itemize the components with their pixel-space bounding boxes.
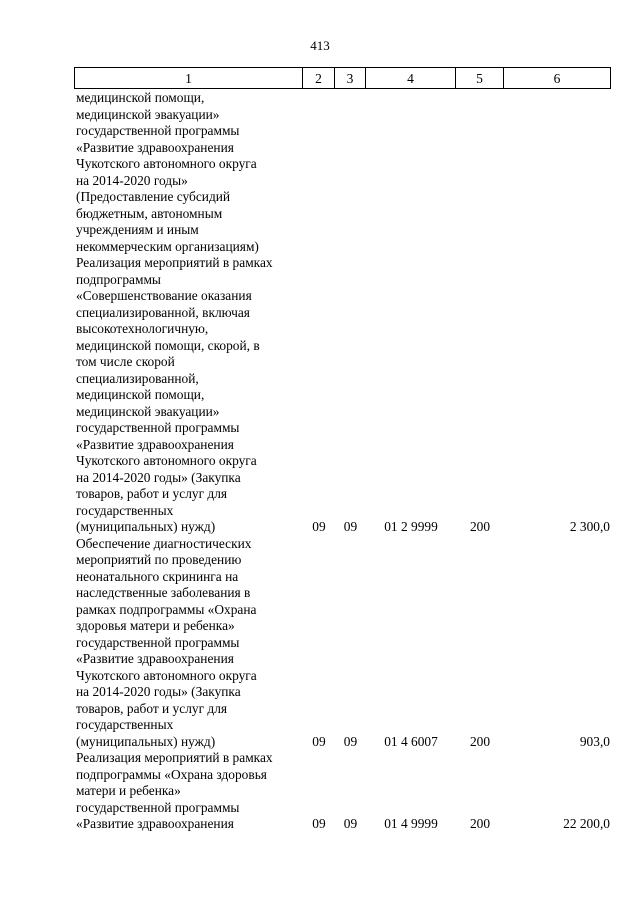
subsection-code: 09: [343, 816, 358, 831]
description-line: подпрограммы: [76, 271, 161, 287]
column-header-2: 2: [303, 68, 335, 89]
page-number: 413: [310, 38, 330, 53]
expense-type-code: 200: [469, 816, 491, 831]
description-line: государственной программы: [76, 420, 240, 435]
row-description: [74, 255, 303, 536]
table-body: [74, 90, 610, 833]
description-line: государственной программы: [76, 123, 240, 138]
description-line: мероприятий по проведению: [76, 552, 242, 567]
column-header-3: 3: [335, 68, 366, 89]
description-line: медицинской помощи,: [76, 90, 205, 105]
description-line: «Развитие здравоохранения: [76, 436, 234, 452]
row-description: [74, 750, 303, 833]
description-line: Чукотского автономного округа: [76, 453, 257, 468]
row-description: [74, 536, 303, 751]
column-header-5: 5: [456, 68, 504, 89]
description-line: государственной программы: [76, 799, 240, 815]
description-line: (муниципальных) нужд): [76, 519, 216, 534]
description-line: (муниципальных) нужд): [76, 733, 216, 749]
description-line: Обеспечение диагностических: [76, 535, 252, 551]
description-line: государственных: [76, 717, 174, 732]
table-row: [74, 90, 610, 255]
subsection-code: 09: [343, 733, 358, 749]
description-line: государственных: [76, 502, 174, 518]
amount: 2 300,0: [569, 519, 610, 534]
target-article-code: 01 4 6007: [384, 733, 438, 749]
expense-type-code: 200: [469, 519, 491, 534]
section-code: 09: [312, 816, 326, 831]
description-line: специализированной,: [76, 370, 199, 386]
description-line: Чукотского автономного округа: [76, 156, 257, 171]
description-line: неонатального скрининга на: [76, 568, 239, 584]
description-line: наследственные заболевания в: [76, 585, 251, 600]
description-line: высокотехнологичную,: [76, 321, 209, 336]
description-line: медицинской помощи,: [76, 387, 205, 402]
section-code: 09: [312, 519, 326, 534]
table-row: [74, 750, 610, 833]
subsection-code: 09: [343, 519, 358, 534]
description-line: на 2014-2020 годы» (Закупка: [76, 684, 241, 699]
column-header-1: 1: [75, 68, 303, 89]
column-header-4: 4: [366, 68, 456, 89]
description-line: товаров, работ и услуг для: [76, 486, 228, 501]
description-line: Чукотского автономного округа: [76, 667, 257, 683]
description-line: рамках подпрограммы «Охрана: [76, 601, 257, 617]
description-line: «Развитие здравоохранения: [76, 139, 234, 155]
description-line: на 2014-2020 годы»: [76, 172, 188, 188]
description-line: подпрограммы «Охрана здоровья: [76, 766, 267, 782]
target-article-code: 01 2 9999: [384, 519, 438, 534]
description-line: Реализация мероприятий в рамках: [76, 255, 273, 270]
description-line: медицинской эвакуации»: [76, 403, 220, 419]
description-line: товаров, работ и услуг для: [76, 700, 228, 716]
description-line: том числе скорой: [76, 354, 175, 369]
amount: 22 200,0: [563, 816, 610, 831]
description-line: некоммерческим организациям): [76, 238, 259, 254]
section-code: 09: [312, 733, 326, 749]
description-line: специализированной, включая: [76, 304, 250, 320]
description-line: Реализация мероприятий в рамках: [76, 750, 273, 765]
table-row: [74, 255, 610, 536]
description-line: медицинской помощи, скорой, в: [76, 337, 260, 353]
amount: 903,0: [579, 733, 610, 749]
description-line: государственной программы: [76, 634, 240, 650]
column-header-6: 6: [504, 68, 611, 89]
table-row: [74, 536, 610, 751]
column-header-row: [74, 67, 611, 89]
description-line: учреждениям и иным: [76, 222, 199, 237]
description-line: «Развитие здравоохранения: [76, 651, 234, 666]
row-description: [74, 90, 303, 255]
description-line: медицинской эвакуации»: [76, 106, 220, 122]
description-line: бюджетным, автономным: [76, 205, 223, 221]
description-line: здоровья матери и ребенка»: [76, 618, 235, 633]
expense-type-code: 200: [469, 733, 491, 749]
description-line: матери и ребенка»: [76, 783, 181, 798]
target-article-code: 01 4 9999: [384, 816, 438, 831]
description-line: «Развитие здравоохранения: [76, 816, 234, 831]
description-line: на 2014-2020 годы» (Закупка: [76, 469, 241, 485]
description-line: «Совершенствование оказания: [76, 288, 252, 303]
description-line: (Предоставление субсидий: [76, 189, 231, 204]
